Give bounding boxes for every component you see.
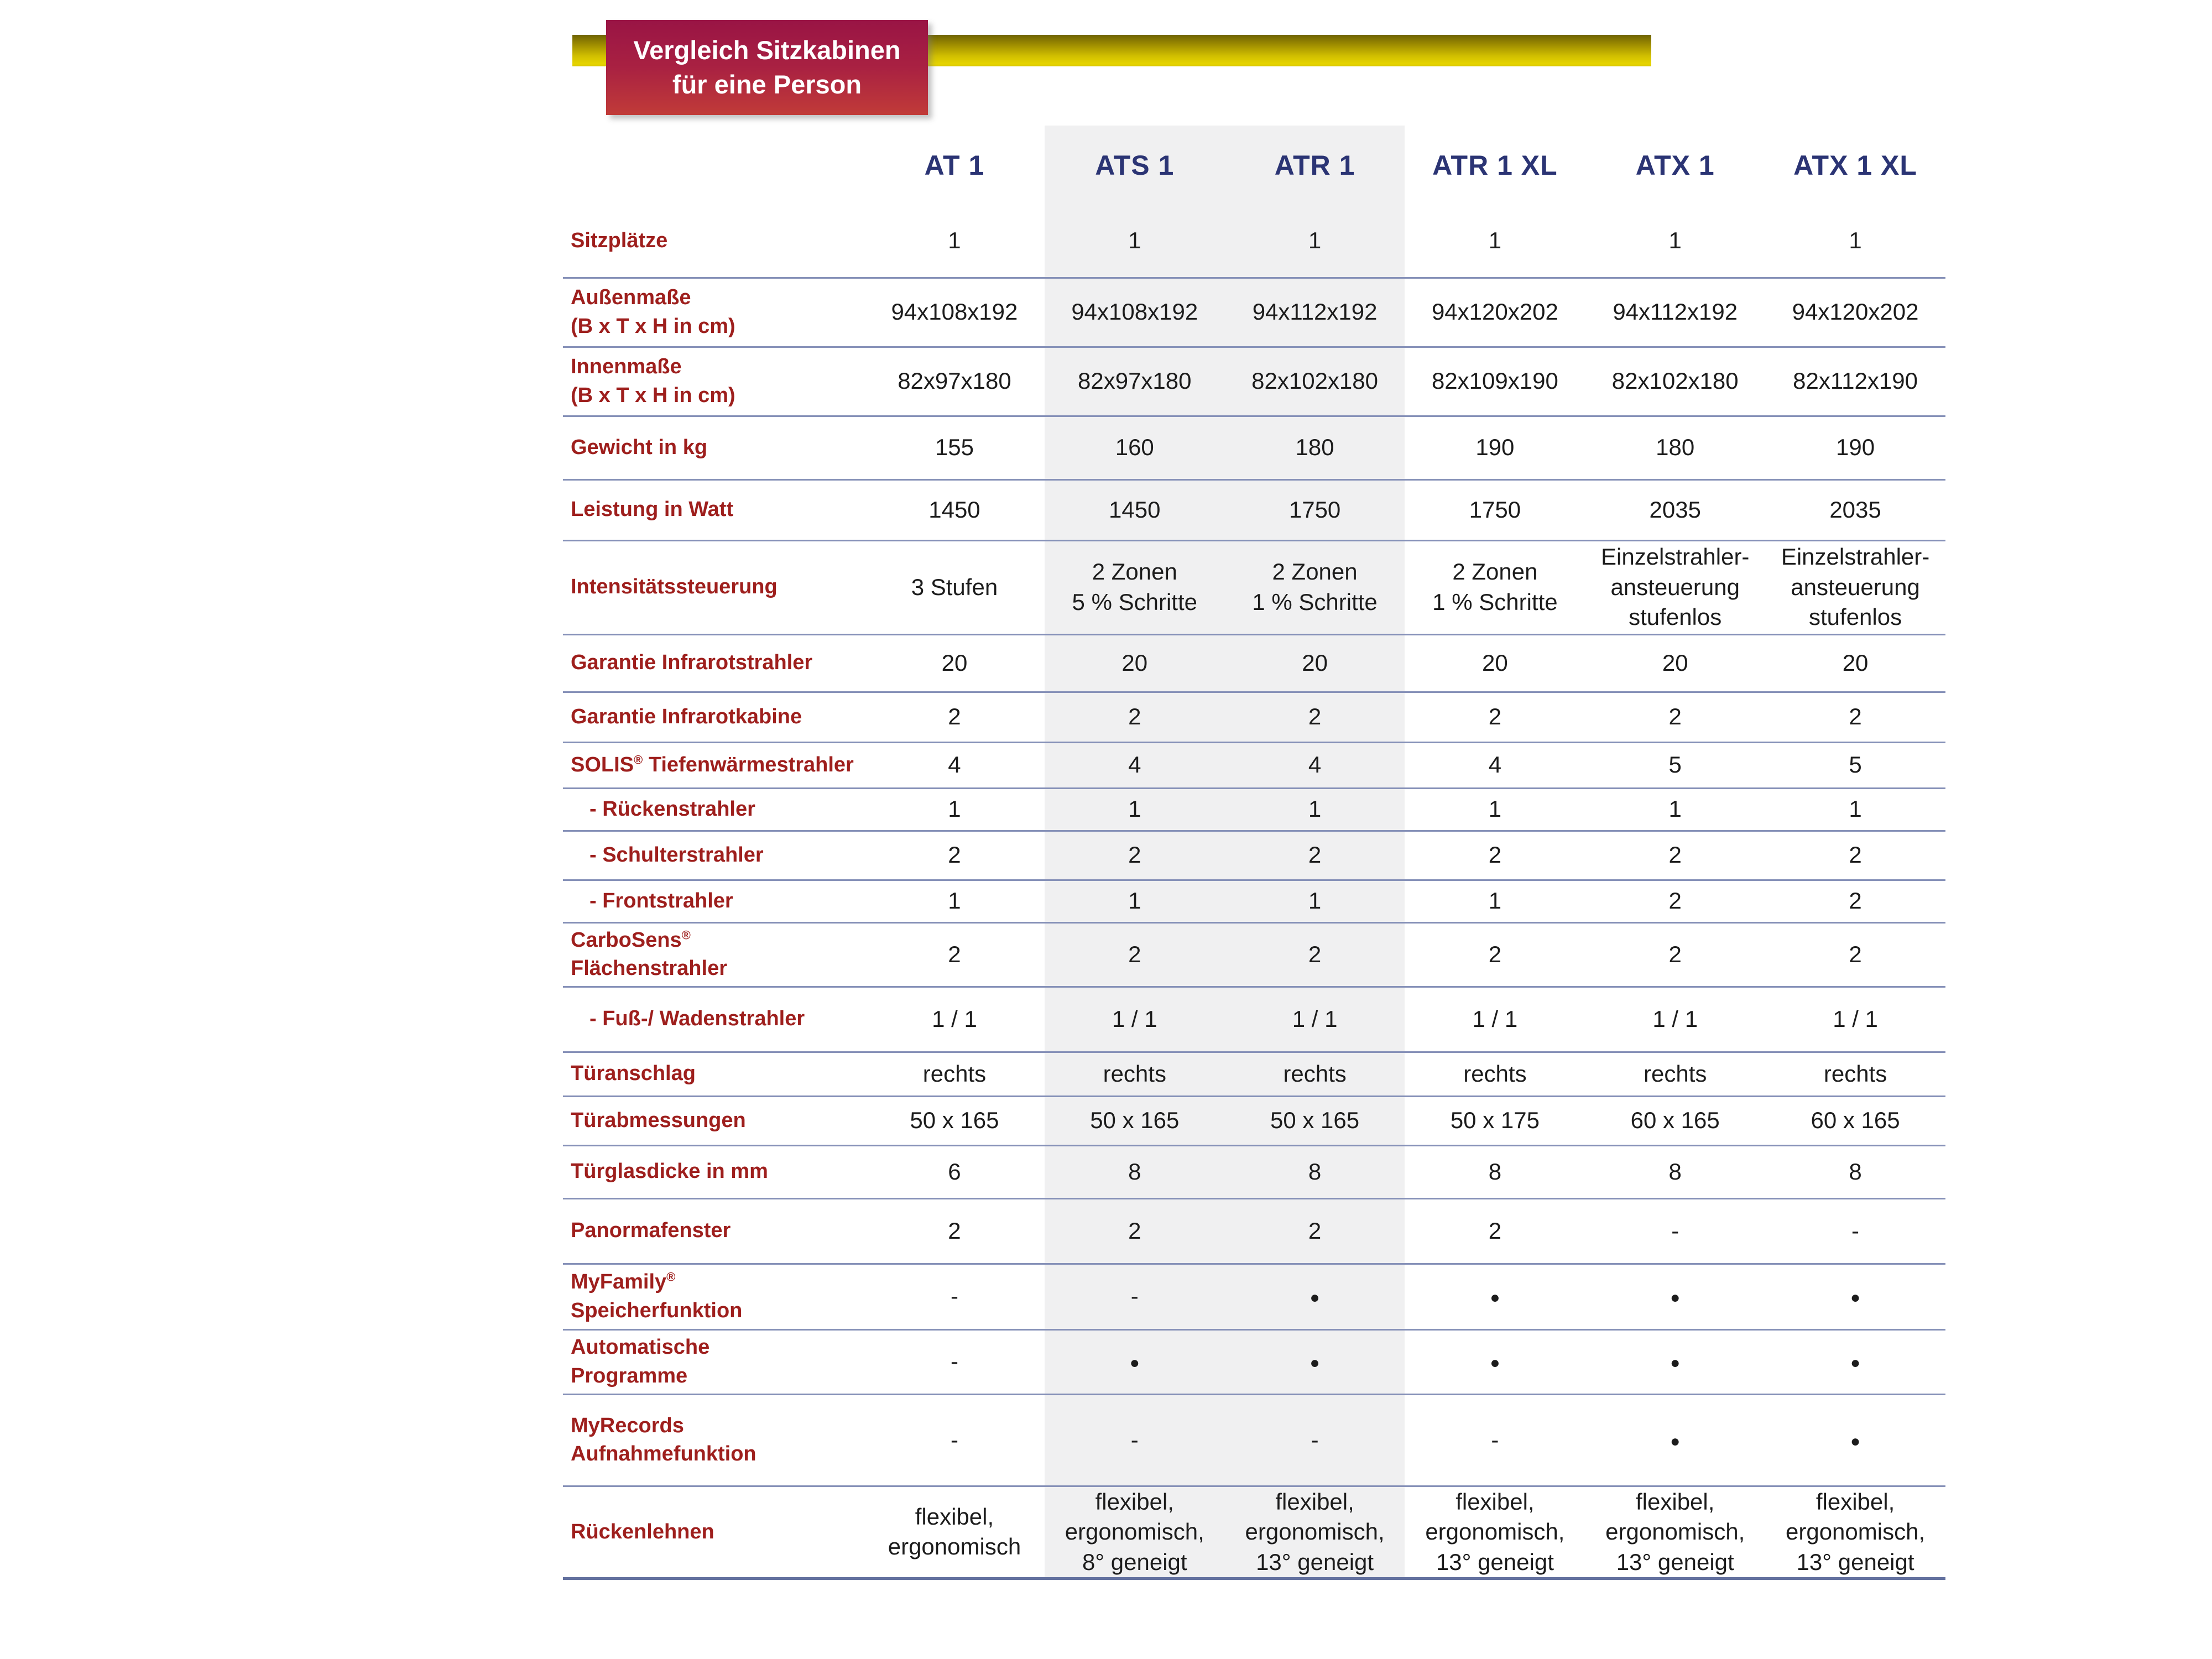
table-cell: -	[1045, 1264, 1225, 1329]
table-cell: rechts	[1585, 1052, 1765, 1096]
table-row	[563, 742, 1945, 788]
table-row	[563, 987, 1945, 1052]
table-cell: 1	[1045, 880, 1225, 922]
table-cell: 2	[1225, 922, 1405, 987]
table-cell: -	[864, 1394, 1045, 1486]
table-cell: 1450	[1045, 479, 1225, 540]
table-cell: -	[1225, 1394, 1405, 1486]
table-cell: 180	[1225, 416, 1405, 479]
table-cell: 1450	[864, 479, 1045, 540]
table-cell: 1750	[1405, 479, 1585, 540]
table-cell: 2 Zonen 1 % Schritte	[1225, 540, 1405, 634]
feature-dot-icon: ●	[1670, 1432, 1681, 1451]
table-cell	[1045, 1329, 1225, 1394]
table-cell: 2	[1765, 922, 1945, 987]
table-cell: 82x97x180	[864, 347, 1045, 416]
table-row	[563, 788, 1945, 831]
table-cell	[1765, 1394, 1945, 1486]
row-label: Garantie Infrarotkabine	[563, 692, 864, 742]
column-header: ATR 1	[1225, 126, 1405, 205]
table-cell: 2	[864, 692, 1045, 742]
table-cell: 2	[1045, 831, 1225, 880]
table-cell: 60 x 165	[1765, 1096, 1945, 1145]
table-cell: 1	[1045, 788, 1225, 831]
table-cell: flexibel, ergonomisch, 8° geneigt	[1045, 1486, 1225, 1579]
table-cell: 160	[1045, 416, 1225, 479]
table-cell: Einzelstrahler- ansteuerung stufenlos	[1765, 540, 1945, 634]
row-label: Intensitätssteuerung	[563, 540, 864, 634]
table-cell: 8	[1225, 1145, 1405, 1198]
table-cell: -	[1045, 1394, 1225, 1486]
table-cell: -	[1585, 1198, 1765, 1264]
table-cell: 8	[1405, 1145, 1585, 1198]
table-cell: 2	[1405, 922, 1585, 987]
header-row	[563, 126, 1945, 205]
table-cell: 2	[1585, 922, 1765, 987]
table-cell: 2	[1045, 1198, 1225, 1264]
table-cell: -	[1765, 1198, 1945, 1264]
table-cell: 1	[1225, 788, 1405, 831]
title-line-1: Vergleich Sitzkabinen	[633, 35, 901, 65]
table-row	[563, 347, 1945, 416]
table-cell: 82x102x180	[1585, 347, 1765, 416]
table-row	[563, 634, 1945, 692]
table-cell: 1 / 1	[1225, 987, 1405, 1052]
table-row	[563, 1052, 1945, 1096]
table-cell: flexibel, ergonomisch, 13° geneigt	[1405, 1486, 1585, 1579]
row-label: MyFamily® Speicherfunktion	[563, 1264, 864, 1329]
table-cell: 2035	[1765, 479, 1945, 540]
feature-dot-icon: ●	[1850, 1288, 1861, 1307]
row-label: - Rückenstrahler	[563, 788, 864, 831]
feature-dot-icon: ●	[1129, 1354, 1140, 1373]
table-cell: 50 x 165	[1045, 1096, 1225, 1145]
column-header: ATR 1 XL	[1432, 149, 1558, 181]
row-label: Türanschlag	[563, 1052, 864, 1096]
table-cell: 2	[1405, 831, 1585, 880]
table-cell: 6	[864, 1145, 1045, 1198]
table-cell: 1 / 1	[1585, 987, 1765, 1052]
table-row	[563, 1264, 1945, 1329]
table-cell: -	[1405, 1394, 1585, 1486]
table-cell: rechts	[864, 1052, 1045, 1096]
table-cell: 1 / 1	[864, 987, 1045, 1052]
table-cell	[1765, 1329, 1945, 1394]
table-row	[563, 1096, 1945, 1145]
table-cell: 2	[1225, 1198, 1405, 1264]
table-row	[563, 1486, 1945, 1579]
table-cell: 2	[1225, 831, 1405, 880]
column-header-empty	[563, 126, 864, 205]
table-cell: 1	[1225, 880, 1405, 922]
table-cell: 1	[1045, 205, 1225, 278]
table-cell: 20	[1765, 634, 1945, 692]
table-cell: 1	[864, 788, 1045, 831]
table-cell: 2	[1225, 692, 1405, 742]
table-cell: 94x108x192	[1045, 278, 1225, 347]
table-cell	[1585, 1329, 1765, 1394]
table-cell: 2	[1765, 880, 1945, 922]
column-header: AT 1	[924, 149, 985, 181]
table-row	[563, 922, 1945, 987]
table-cell: 1	[1225, 205, 1405, 278]
row-label: Innenmaße (B x T x H in cm)	[563, 347, 864, 416]
table-cell: 1	[1405, 880, 1585, 922]
row-label: - Frontstrahler	[563, 880, 864, 922]
table-cell: 2	[1585, 880, 1765, 922]
table-cell: 1	[864, 880, 1045, 922]
table-cell: 20	[1045, 634, 1225, 692]
table-cell: 2	[1585, 692, 1765, 742]
table-cell	[1585, 1394, 1765, 1486]
table-cell: flexibel, ergonomisch, 13° geneigt	[1225, 1486, 1405, 1579]
table-cell: 2035	[1585, 479, 1765, 540]
table-cell: 1 / 1	[1045, 987, 1225, 1052]
table-cell	[1765, 1264, 1945, 1329]
table-cell: 1	[1765, 205, 1945, 278]
table-cell: rechts	[1225, 1052, 1405, 1096]
table-row	[563, 1145, 1945, 1198]
table-cell	[1225, 1264, 1405, 1329]
column-header: ATS 1	[1045, 126, 1225, 205]
table-cell: 20	[1585, 634, 1765, 692]
table-cell: 1	[1585, 788, 1765, 831]
table-row	[563, 278, 1945, 347]
table-cell: 2 Zonen 1 % Schritte	[1405, 540, 1585, 634]
table-cell: rechts	[1045, 1052, 1225, 1096]
table-row	[563, 416, 1945, 479]
table-row	[563, 831, 1945, 880]
table-cell: 50 x 165	[1225, 1096, 1405, 1145]
table-cell: 4	[1225, 742, 1405, 788]
table-cell: 2	[1405, 692, 1585, 742]
table-cell: 4	[1045, 742, 1225, 788]
row-label: MyRecords Aufnahmefunktion	[563, 1394, 864, 1486]
feature-dot-icon: ●	[1490, 1288, 1500, 1307]
table-cell: 82x109x190	[1405, 347, 1585, 416]
feature-dot-icon: ●	[1850, 1432, 1861, 1451]
table-cell: 5	[1585, 742, 1765, 788]
table-cell: 1 / 1	[1405, 987, 1585, 1052]
table-cell: 5	[1765, 742, 1945, 788]
row-label: Gewicht in kg	[563, 416, 864, 479]
row-label: - Schulterstrahler	[563, 831, 864, 880]
table-cell: 94x120x202	[1765, 278, 1945, 347]
table-cell: 8	[1585, 1145, 1765, 1198]
table-row	[563, 1198, 1945, 1264]
table-cell: 4	[864, 742, 1045, 788]
table-cell: 20	[1405, 634, 1585, 692]
table-cell: 82x112x190	[1765, 347, 1945, 416]
table-cell: 2	[864, 831, 1045, 880]
row-label: Leistung in Watt	[563, 479, 864, 540]
table-cell: 2 Zonen 5 % Schritte	[1045, 540, 1225, 634]
row-label: Türglasdicke in mm	[563, 1145, 864, 1198]
table-cell: 50 x 165	[864, 1096, 1045, 1145]
row-label: Sitzplätze	[563, 205, 864, 278]
table-cell: -	[864, 1329, 1045, 1394]
table-cell	[1585, 1264, 1765, 1329]
table-cell	[1405, 1264, 1585, 1329]
table-cell: 50 x 175	[1405, 1096, 1585, 1145]
feature-dot-icon: ●	[1850, 1354, 1861, 1373]
table-cell: 155	[864, 416, 1045, 479]
table-cell: 190	[1405, 416, 1585, 479]
table-cell: 180	[1585, 416, 1765, 479]
table-row	[563, 880, 1945, 922]
column-header: ATX 1 XL	[1793, 149, 1917, 181]
table-cell: 3 Stufen	[864, 540, 1045, 634]
table-cell: rechts	[1765, 1052, 1945, 1096]
page-title	[606, 20, 928, 115]
table-cell: 2	[1045, 922, 1225, 987]
table-cell: 8	[1765, 1145, 1945, 1198]
table-cell: 2	[864, 1198, 1045, 1264]
table-cell	[1225, 1329, 1405, 1394]
table-cell: 4	[1405, 742, 1585, 788]
table-row	[563, 479, 1945, 540]
row-label: - Fuß-/ Wadenstrahler	[563, 987, 864, 1052]
row-label: Panormafenster	[563, 1198, 864, 1264]
row-label: CarboSens® Flächenstrahler	[563, 922, 864, 987]
row-label: Garantie Infrarotstrahler	[563, 634, 864, 692]
title-line-2: für eine Person	[672, 70, 862, 99]
table-cell: 20	[864, 634, 1045, 692]
table-cell: 190	[1765, 416, 1945, 479]
feature-dot-icon: ●	[1490, 1354, 1500, 1373]
table-cell: 94x112x192	[1585, 278, 1765, 347]
table-cell: 8	[1045, 1145, 1225, 1198]
table-cell: 1 / 1	[1765, 987, 1945, 1052]
row-label: SOLIS® Tiefenwärmestrahler	[563, 742, 864, 788]
table-row	[563, 692, 1945, 742]
table-cell: -	[864, 1264, 1045, 1329]
row-label: Außenmaße (B x T x H in cm)	[563, 278, 864, 347]
table-cell: 1	[1405, 788, 1585, 831]
feature-dot-icon: ●	[1310, 1354, 1320, 1373]
table-cell: 1750	[1225, 479, 1405, 540]
table-cell: Einzelstrahler- ansteuerung stufenlos	[1585, 540, 1765, 634]
table-cell: 1	[864, 205, 1045, 278]
table-cell: 94x120x202	[1405, 278, 1585, 347]
feature-dot-icon: ●	[1670, 1288, 1681, 1307]
table-cell: 82x102x180	[1225, 347, 1405, 416]
table-cell: 94x108x192	[864, 278, 1045, 347]
table-cell: flexibel, ergonomisch, 13° geneigt	[1585, 1486, 1765, 1579]
table-cell: 60 x 165	[1585, 1096, 1765, 1145]
column-header: ATX 1	[1635, 149, 1715, 181]
table-cell: 20	[1225, 634, 1405, 692]
table-cell: 2	[1765, 692, 1945, 742]
table-cell: 94x112x192	[1225, 278, 1405, 347]
comparison-table	[563, 126, 1945, 1580]
row-label: Automatische Programme	[563, 1329, 864, 1394]
table-cell: 2	[1405, 1198, 1585, 1264]
row-label: Türabmessungen	[563, 1096, 864, 1145]
table-cell: 2	[1585, 831, 1765, 880]
table-row	[563, 1329, 1945, 1394]
table-cell: 2	[864, 922, 1045, 987]
table-cell: rechts	[1405, 1052, 1585, 1096]
table-cell: 82x97x180	[1045, 347, 1225, 416]
table-row	[563, 205, 1945, 278]
table-cell	[1405, 1329, 1585, 1394]
feature-dot-icon: ●	[1310, 1288, 1320, 1307]
table-cell: flexibel, ergonomisch, 13° geneigt	[1765, 1486, 1945, 1579]
table-cell: flexibel, ergonomisch	[864, 1486, 1045, 1579]
table-cell: 2	[1045, 692, 1225, 742]
table-cell: 1	[1765, 788, 1945, 831]
table-row	[563, 540, 1945, 634]
table-cell: 2	[1765, 831, 1945, 880]
table-cell: 1	[1585, 205, 1765, 278]
row-label: Rückenlehnen	[563, 1486, 864, 1579]
table-cell: 1	[1405, 205, 1585, 278]
table-row	[563, 1394, 1945, 1486]
feature-dot-icon: ●	[1670, 1354, 1681, 1373]
